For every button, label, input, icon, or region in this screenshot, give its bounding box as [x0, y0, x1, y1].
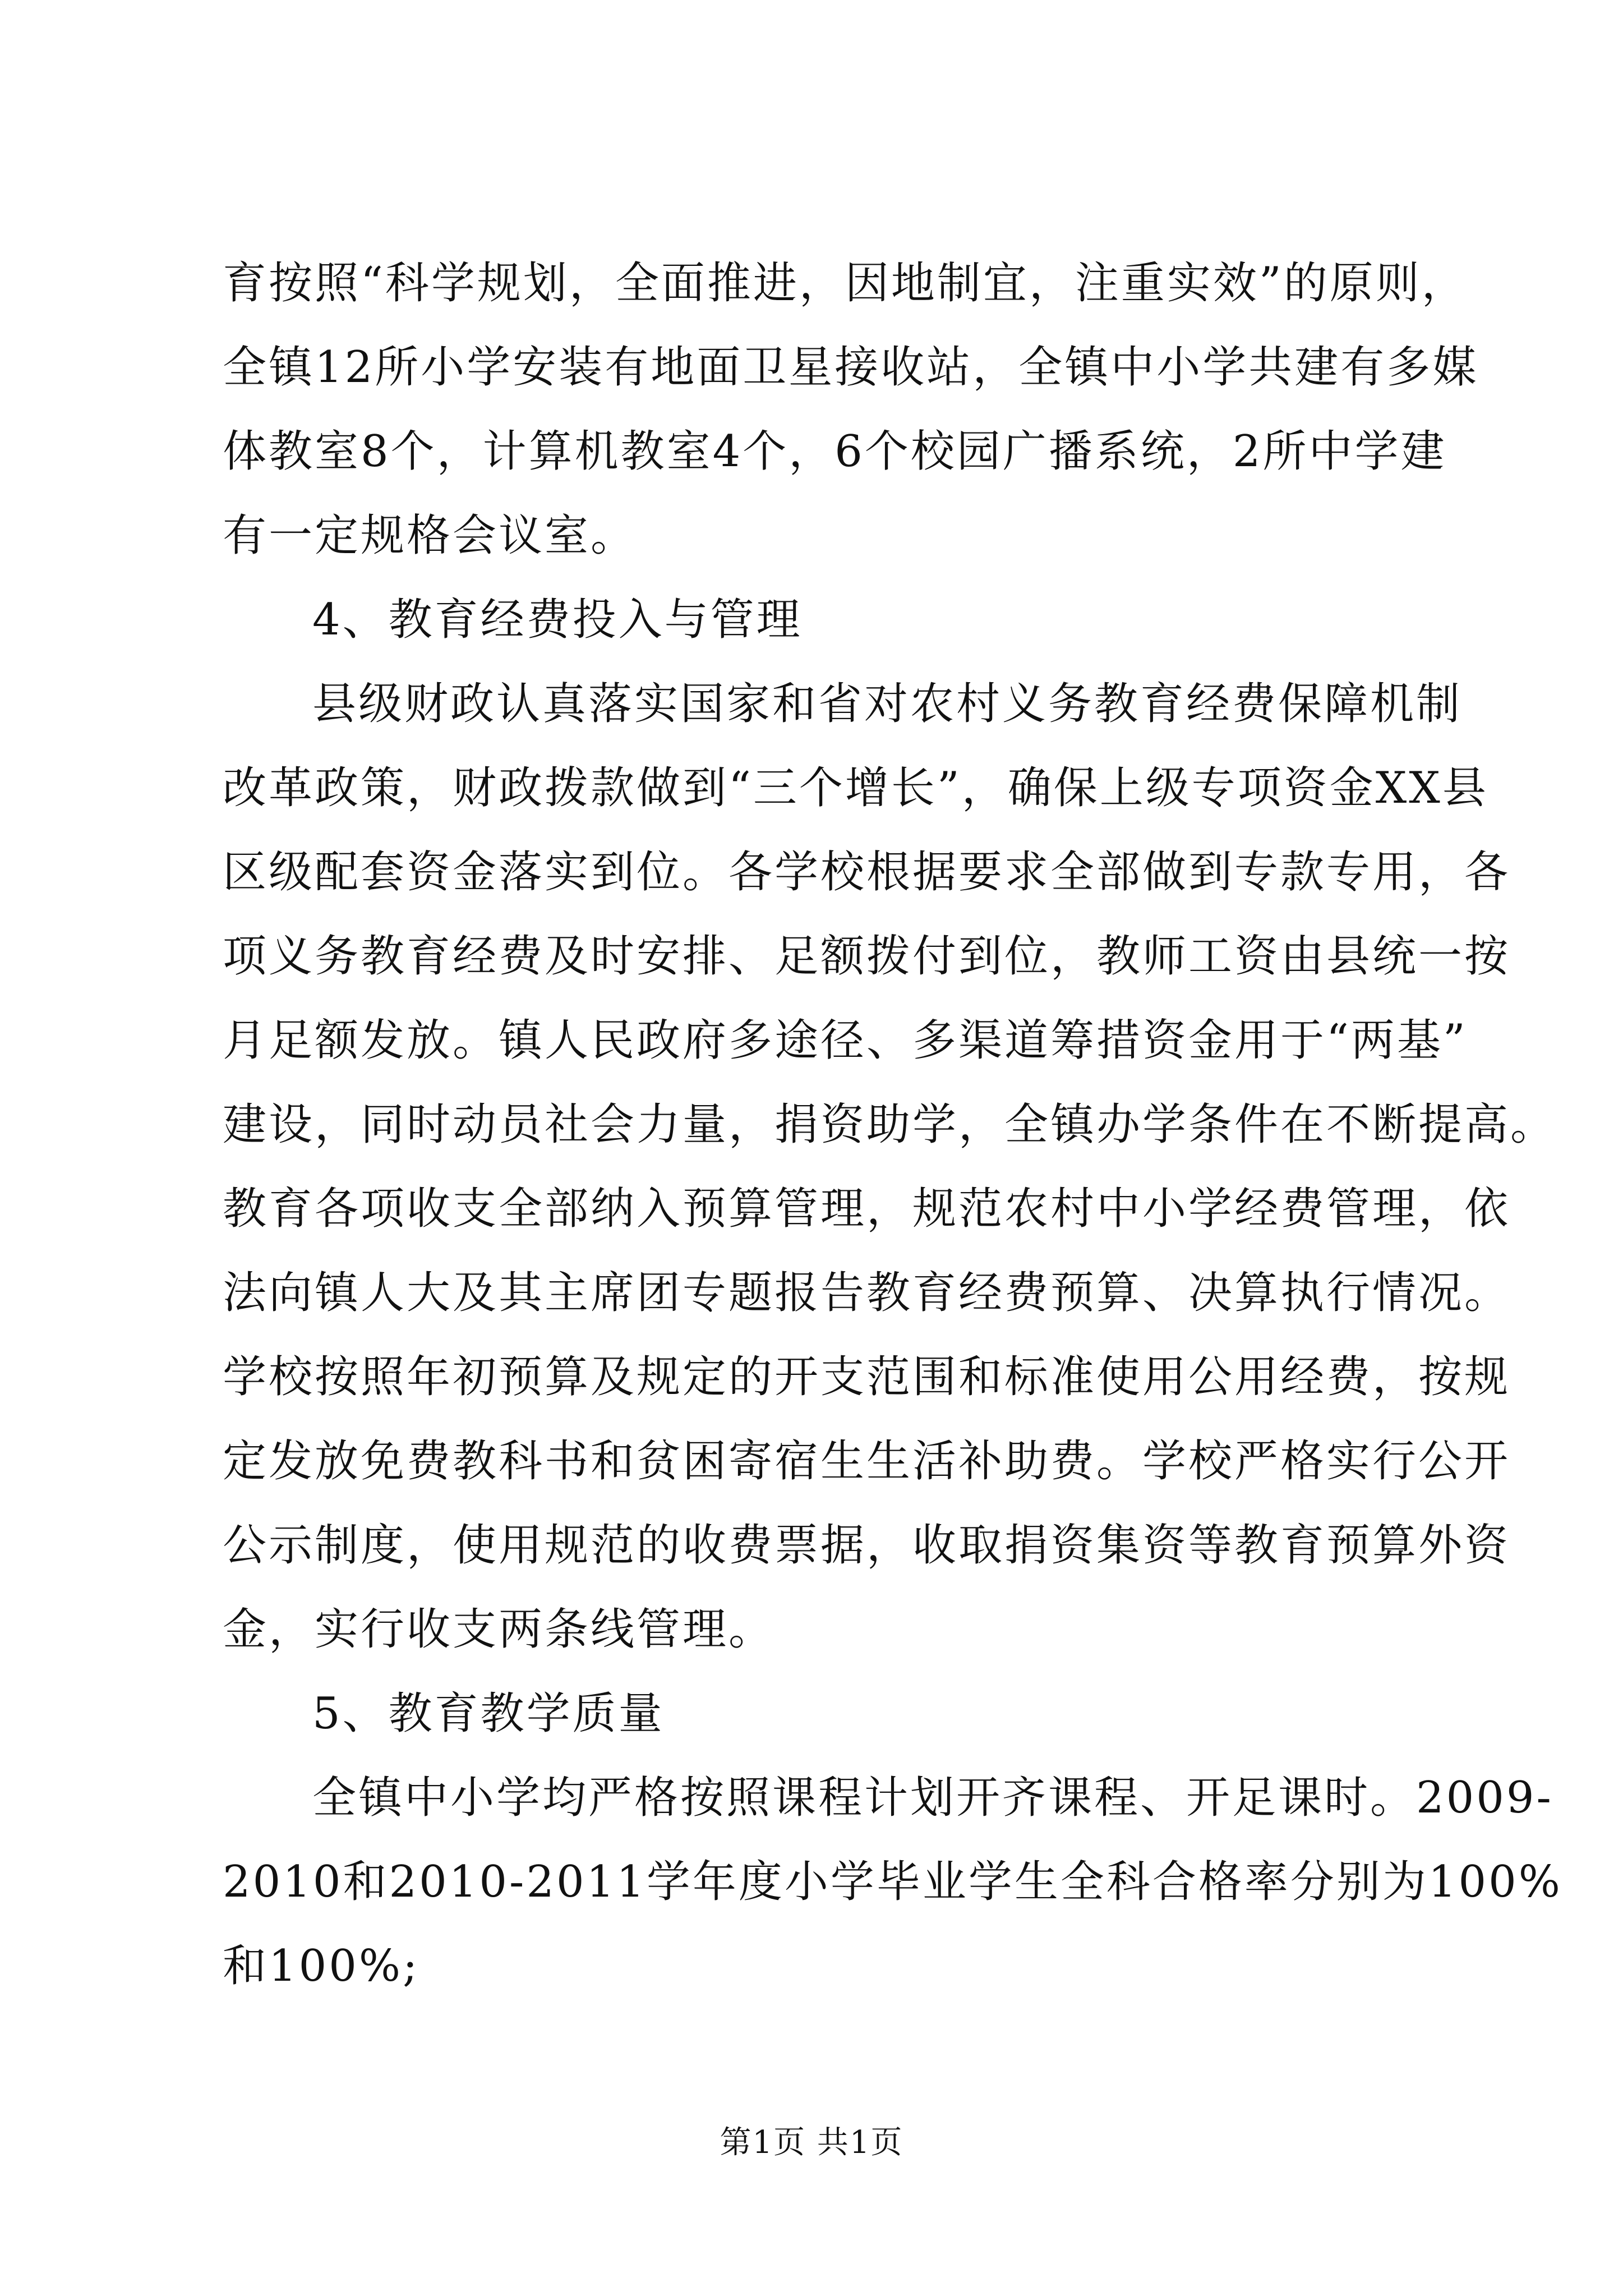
text-line: 县级财政认真落实国家和省对农村义务教育经费保障机制 [312, 679, 1463, 729]
text-line: 月足额发放。镇人民政府多途径、多渠道筹措资金用于“两基” [223, 1015, 1468, 1066]
text-line: 全镇中小学均严格按照课程计划开齐课程、开足课时。2009- [312, 1773, 1553, 1823]
text-line: 体教室8个，计算机教室4个，6个校园广播系统，2所中学建 [223, 426, 1447, 477]
text-line: 区级配套资金落实到位。各学校根据要求全部做到专款专用，各 [223, 847, 1511, 898]
text-line: 法向镇人大及其主席团专题报告教育经费预算、决算执行情况。 [223, 1268, 1511, 1318]
text-line: 定发放免费教科书和贫困寄宿生生活补助费。学校严格实行公开 [223, 1436, 1511, 1487]
text-line: 金，实行收支两条线管理。 [223, 1604, 775, 1655]
text-line: 有一定规格会议室。 [223, 510, 637, 561]
text-line: 改革政策，财政拨款做到“三个增长”，确保上级专项资金XX县 [223, 763, 1488, 813]
text-line: 建设，同时动员社会力量，捐资助学，全镇办学条件在不断提高。 [223, 1099, 1557, 1150]
text-line: 学校按照年初预算及规定的开支范围和标准使用公用经费，按规 [223, 1352, 1511, 1402]
text-line: 公示制度，使用规范的收费票据，收取捐资集资等教育预算外资 [223, 1520, 1511, 1571]
page-footer: 第1页 共1页 [720, 2124, 903, 2161]
text-line: 育按照“科学规划，全面推进，因地制宜，注重实效”的原则， [223, 258, 1468, 309]
section-heading: 4、教育经费投入与管理 [312, 595, 803, 645]
body-text [223, 241, 1562, 2008]
text-line: 全镇12所小学安装有地面卫星接收站，全镇中小学共建有多媒 [223, 342, 1479, 393]
section-heading: 5、教育教学质量 [312, 1688, 665, 1739]
text-line: 教育各项收支全部纳入预算管理，规范农村中小学经费管理，依 [223, 1184, 1511, 1234]
text-line: 项义务教育经费及时安排、足额拨付到位，教师工资由县统一按 [223, 931, 1511, 982]
text-line: 和100%; [223, 1941, 420, 1991]
text-line: 2010和2010-2011学年度小学毕业学生全科合格率分别为100% [223, 1857, 1562, 1907]
